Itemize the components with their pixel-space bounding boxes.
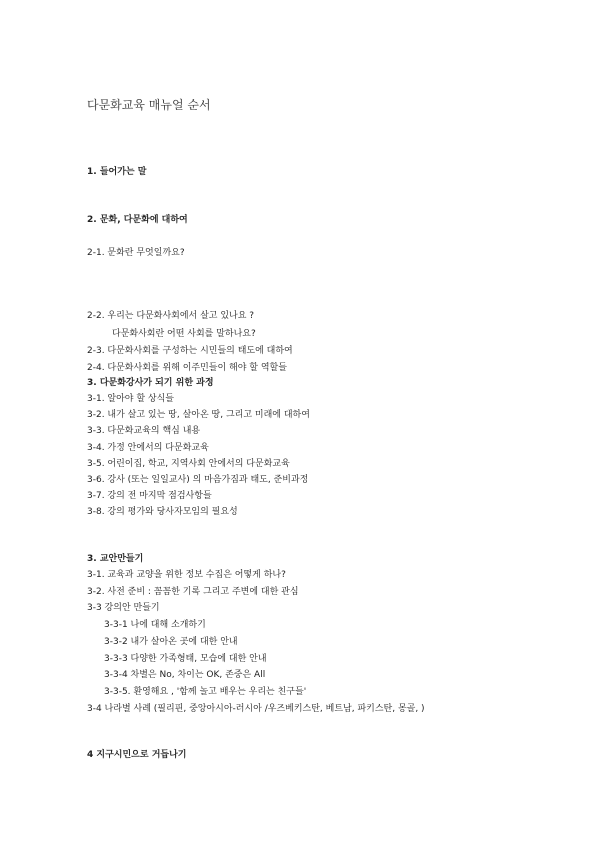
item-3-5: 3-5. 어린이집, 학교, 지역사회 안에서의 다문화교육 xyxy=(87,459,290,469)
item-3b-3-1: 3-3-1 나에 대해 소개하기 xyxy=(104,620,206,630)
item-3-3: 3-3. 다문화교육의 핵심 내용 xyxy=(87,426,201,436)
section-1-heading: 1. 들어가는 말 xyxy=(87,167,147,177)
item-2-2: 2-2. 우리는 다문화사회에서 살고 있나요 ? xyxy=(87,311,255,321)
section-2-heading: 2. 문화, 다문화에 대하여 xyxy=(87,215,188,225)
item-3-2: 3-2. 내가 살고 있는 땅, 살아온 땅, 그리고 미래에 대하여 xyxy=(87,410,310,420)
item-3-1: 3-1. 알아야 할 상식들 xyxy=(87,394,175,404)
item-3b-3: 3-3 강의안 만들기 xyxy=(87,603,160,613)
section-3b-heading: 3. 교안만들기 xyxy=(87,554,144,564)
item-3b-1: 3-1. 교육과 교양을 위한 정보 수집은 어떻게 하나? xyxy=(87,570,286,580)
item-3b-3-2: 3-3-2 내가 살아온 곳에 대한 안내 xyxy=(104,637,238,647)
item-3b-3-5: 3-3-5. 환영해요 , '함께 놀고 배우는 우리는 친구들' xyxy=(104,687,307,697)
doc-title: 다문화교육 매뉴얼 순서 xyxy=(87,98,211,112)
item-3-4: 3-4. 가정 안에서의 다문화교육 xyxy=(87,443,209,453)
item-2-4: 2-4. 다문화사회를 위해 이주민들이 해야 할 역할들 xyxy=(87,363,287,373)
item-2-2-sub: 다문화사회란 어떤 사회를 말하나요? xyxy=(112,329,256,339)
item-2-3: 2-3. 다문화사회를 구성하는 시민들의 태도에 대하여 xyxy=(87,346,293,356)
item-3b-4: 3-4 나라별 사례 (필리핀, 중앙아시아-러시아 /우즈베키스탄, 베트남, 파키스탄, 몽골, ) xyxy=(87,704,425,714)
section-3-heading: 3. 다문화강사가 되기 위한 과정 xyxy=(87,378,214,388)
item-3b-2: 3-2. 사전 준비 : 꼼꼼한 기록 그리고 주변에 대한 관심 xyxy=(87,587,299,597)
item-2-1: 2-1. 문화란 무엇일까요? xyxy=(87,248,185,258)
section-4-heading: 4 지구시민으로 거듭나기 xyxy=(87,750,187,760)
item-3-7: 3-7. 강의 전 마지막 점검사항들 xyxy=(87,491,212,501)
item-3-6: 3-6. 강사 (또는 일일교사) 의 마음가짐과 태도, 준비과정 xyxy=(87,475,309,485)
item-3b-3-3: 3-3-3 다양한 가족형태, 모습에 대한 안내 xyxy=(104,654,267,664)
item-3-8: 3-8. 강의 평가와 당사자모임의 필요성 xyxy=(87,507,238,517)
item-3b-3-4: 3-3-4 차별은 No, 차이는 OK, 존중은 All xyxy=(104,670,266,680)
